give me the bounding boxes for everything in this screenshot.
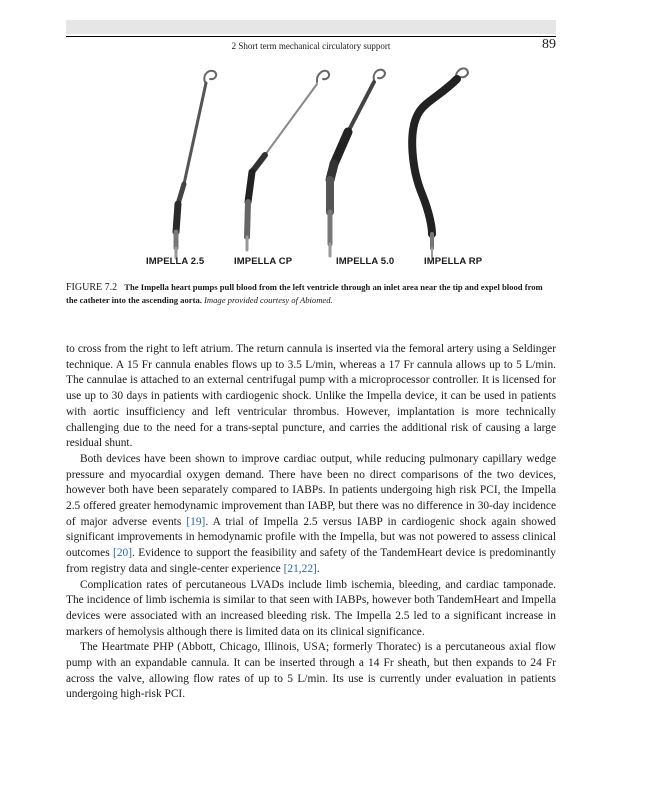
paragraph-2-part-a: Both devices have been shown to improve cardiac output, while reducing pulmonary capillary wedge pressure and myocardial oxygen demand. There have been no direct comparisons of the two devices, however both have been separately compared to IABPs. In patients undergoing high risk PCI, the Impella 2.5 offered greater hemodynamic improvement than IABP, but there was no difference in 30-day incidence of major adverse events: [66, 452, 556, 528]
caption-credit: Image provided courtesy of Abiomed.: [204, 295, 333, 305]
impella-devices-illustration: [120, 62, 500, 272]
paragraph-4: The Heartmate PHP (Abbott, Chicago, Illinois, USA; formerly Thoratec) is a percutaneous axial flow pump with an expandable cannula. It can be inserted through a 14 Fr sheath, but then expands to 24 Fr across the valve, allowing flow rates of up to 5 L/min. Its use is currently under evaluation in patients undergoing high-risk PCI.: [66, 641, 556, 701]
caption-label: FIGURE 7.2: [66, 282, 118, 293]
impella-rp-device: [412, 68, 468, 258]
figure-caption: [66, 281, 556, 306]
citation-20[interactable]: [20]: [113, 547, 133, 560]
paragraph-2-part-c: . Evidence to support the feasibility and safety of the TandemHeart device is predominantly from registry data and single-center experience: [66, 547, 556, 575]
header-rule: [66, 36, 556, 37]
caption-text: The Impella heart pumps pull blood from the left ventricle through an inlet area near the tip and expel blood from the catheter into the ascending aorta.: [66, 282, 543, 305]
paragraph-1: to cross from the right to left atrium. The return cannula is inserted via the femoral artery using a Seldinger technique. A 15 Fr cannula enables flows up to 3.5 L/min, whereas a 17 Fr cannula allows up to 5 L/min. The cannulae is attached to an external centrifugal pump with a microprocessor controller. It is licensed for use up to 30 days in patients with cardiogenic shock. Unlike the Impella device, it can be used in patients with aortic insufficiency and left ventricular thrombus. However, implantation is more technically challenging due to the need for a trans-septal puncture, and carries the additional risk of causing a large residual shunt.: [66, 343, 556, 450]
running-head: 2 Short term mechanical circulatory support: [231, 41, 391, 51]
label-impella-5-0: IMPELLA 5.0: [336, 256, 395, 267]
top-gray-bar: [66, 20, 556, 34]
page-number: 89: [542, 37, 556, 52]
impella-cp-device: [247, 71, 329, 250]
label-impella-cp: IMPELLA CP: [234, 256, 293, 267]
label-impella-rp: IMPELLA RP: [424, 256, 483, 267]
citation-19[interactable]: [19]: [186, 515, 206, 528]
paragraph-2-part-d: .: [316, 562, 320, 575]
impella-5-0-device: [330, 70, 385, 256]
body-text: [66, 342, 556, 703]
paragraph-3: Complication rates of percutaneous LVADs include limb ischemia, bleeding, and cardiac tamponade. The incidence of limb ischemia is similar to that seen with IABPs, however both TandemHeart and Impella devices were associated with an increased bleeding risk. The Impella 2.5 led to a significant increase in markers of hemolysis although there is limited data on its clinical significance.: [66, 578, 556, 638]
label-impella-2-5: IMPELLA 2.5: [146, 256, 205, 267]
citation-21-22[interactable]: [21,22]: [283, 562, 317, 575]
paragraph-2-part-b: . A trial of Impella 2.5 versus IABP in cardiogenic shock again showed significant improvements in hemodynamic profile with the Impella, but was not powered to assess clinical outcomes: [66, 515, 556, 560]
impella-figure: [120, 62, 500, 272]
impella-2-5-device: [176, 71, 216, 258]
paragraph-2: [66, 452, 556, 578]
